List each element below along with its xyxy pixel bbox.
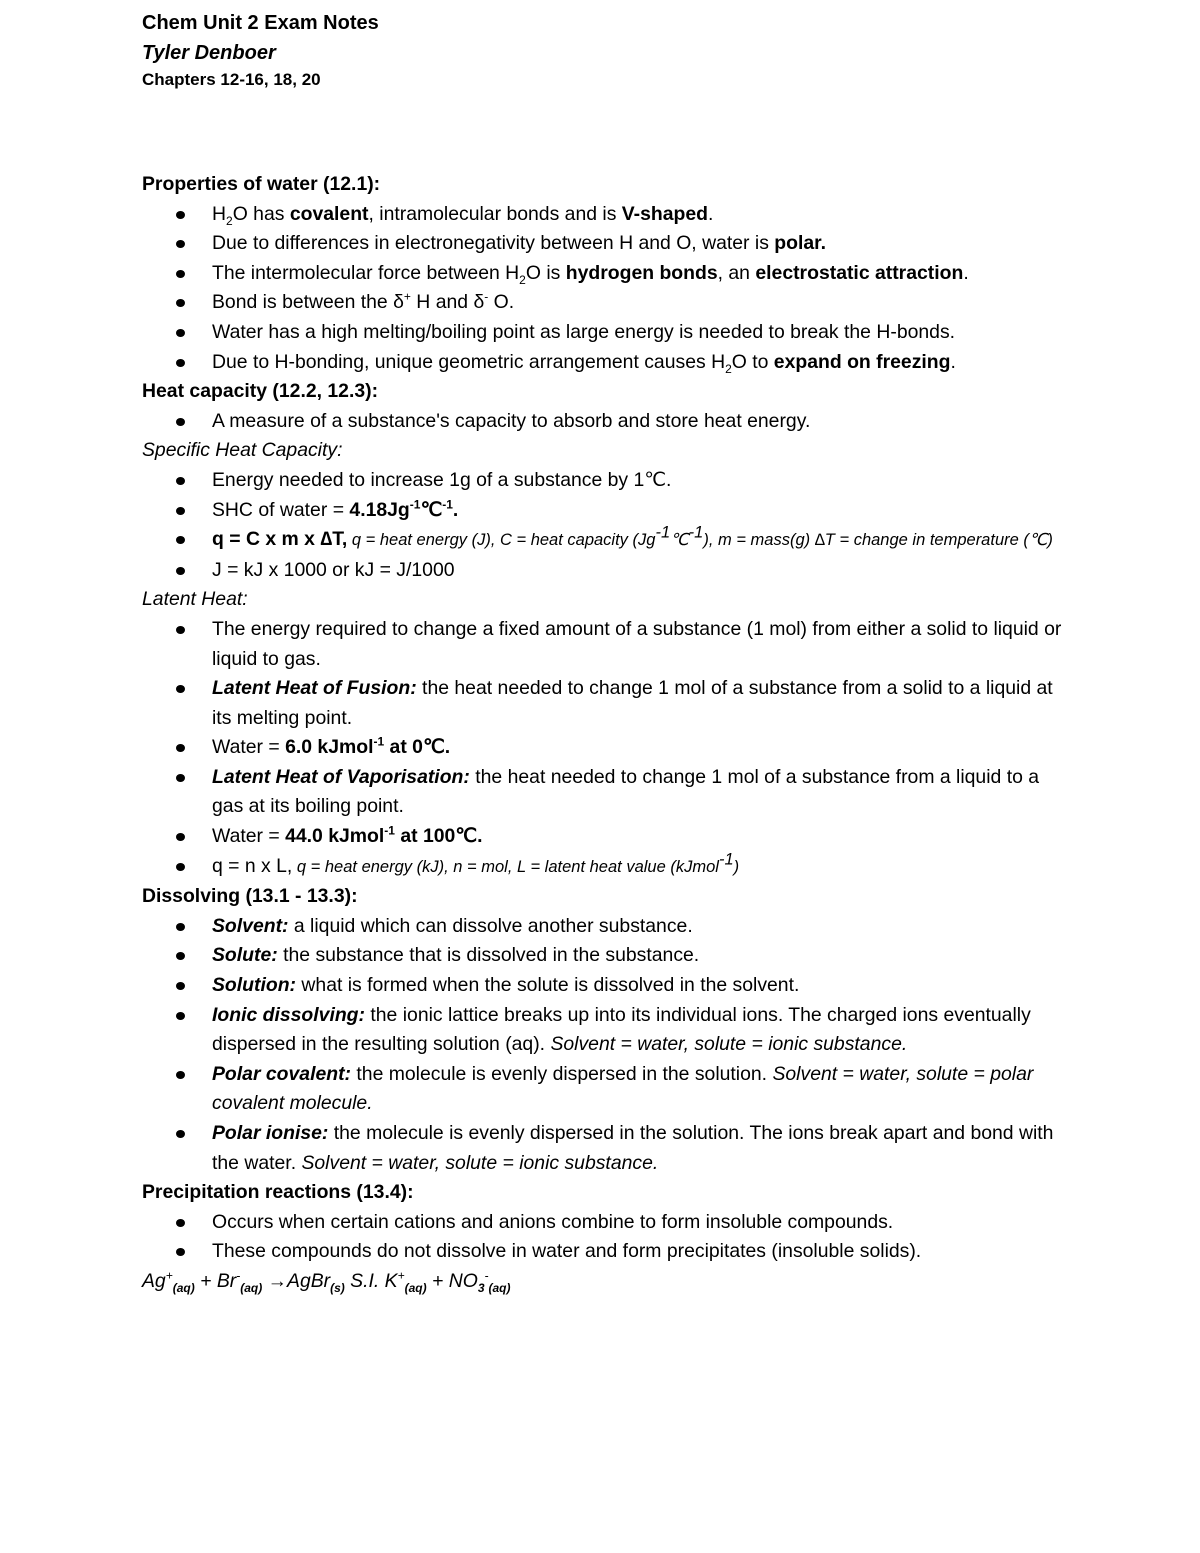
delta-icon: ∆ bbox=[320, 528, 333, 551]
shc-list bbox=[142, 466, 1072, 585]
water-list bbox=[142, 200, 1072, 378]
list-item: Solution: what is formed when the solute is dissolved in the solvent. bbox=[142, 971, 1072, 1001]
list-item: Energy needed to increase 1g of a substance by 1℃. bbox=[142, 466, 1072, 496]
bullet-icon bbox=[176, 982, 185, 990]
list-item: Due to H-bonding, unique geometric arrangement causes $H_2O$ to expand on freezing. bbox=[142, 348, 1072, 378]
bullet-icon bbox=[176, 536, 185, 544]
section-heading-heat: Heat capacity (12.2, 12.3): bbox=[142, 380, 379, 403]
latent-list bbox=[142, 615, 1072, 882]
document-title: Chem Unit 2 Exam Notes bbox=[142, 12, 379, 34]
dissolving-list bbox=[142, 912, 1072, 1178]
bullet-icon bbox=[176, 211, 185, 219]
subheading-shc: Specific Heat Capacity: bbox=[142, 439, 343, 462]
list-item: The energy required to change a fixed amount of a substance (1 mol) from either a solid to liquid or liquid to gas. bbox=[142, 615, 1072, 674]
bullet-icon bbox=[176, 863, 185, 871]
bullet-icon bbox=[176, 774, 185, 782]
list-item: Water has a high melting/boiling point as large energy is needed to break the H-bonds. bbox=[142, 318, 1072, 348]
bullet-icon bbox=[176, 1248, 185, 1256]
list-item: Polar covalent: the molecule is evenly dispersed in the solution. Solvent = water, solute = polar covalent molecule. bbox=[142, 1060, 1072, 1119]
bullet-icon bbox=[176, 329, 185, 337]
list-item: Water = 6.0 kJmol$^{-1}$ at 0℃. bbox=[142, 733, 1072, 763]
bullet-icon bbox=[176, 1071, 185, 1079]
list-item: SHC of water = $4.18Jg^{-1}℃^{-1}$. bbox=[142, 496, 1072, 526]
bullet-icon bbox=[176, 626, 185, 634]
notes-body bbox=[142, 170, 1072, 1297]
bullet-icon bbox=[176, 1219, 185, 1227]
list-item: $H_2O$ has covalent, intramolecular bonds and is V-shaped. bbox=[142, 200, 1072, 230]
list-item: q = n x L, q = heat energy (kJ), n = mol, L = latent heat value (kJmol$^{-1}$) bbox=[142, 852, 1072, 883]
heat-list bbox=[142, 407, 1072, 437]
bullet-icon bbox=[176, 1130, 185, 1138]
bullet-icon bbox=[176, 685, 185, 693]
chemical-equation: $Ag^+_{(aq)} + Br^-_{(aq)}$ →AgBr$_{(s)}$ S.I. $K^+_{(aq)} + NO_3^-_{(aq)}$ bbox=[142, 1268, 511, 1295]
list-item: These compounds do not dissolve in water and form precipitates (insoluble solids). bbox=[142, 1237, 1072, 1267]
bullet-icon bbox=[176, 418, 185, 426]
list-item: Due to differences in electronegativity between H and O, water is polar. bbox=[142, 229, 1072, 259]
subheading-latent: Latent Heat: bbox=[142, 588, 248, 611]
section-heading-precipitation: Precipitation reactions (13.4): bbox=[142, 1181, 414, 1204]
list-item: Solvent: a liquid which can dissolve another substance. bbox=[142, 912, 1072, 942]
bullet-icon bbox=[176, 507, 185, 515]
precipitation-list bbox=[142, 1208, 1072, 1267]
list-item: Ionic dissolving: the ionic lattice breaks up into its individual ions. The charged ions eventually dispersed in the resulting solution (aq). Solvent = water, solute = ionic substance. bbox=[142, 1001, 1072, 1060]
list-item: Solute: the substance that is dissolved in the substance. bbox=[142, 941, 1072, 971]
bullet-icon bbox=[176, 270, 185, 278]
bullet-icon bbox=[176, 1012, 185, 1020]
bullet-icon bbox=[176, 744, 185, 752]
bullet-icon bbox=[176, 567, 185, 575]
bullet-icon bbox=[176, 359, 185, 367]
list-item: Latent Heat of Fusion: the heat needed to change 1 mol of a substance from a solid to a liquid at its melting point. bbox=[142, 674, 1072, 733]
section-heading-water: Properties of water (12.1): bbox=[142, 173, 381, 195]
list-item: Water = 44.0 kJmol$^{-1}$ at 100℃. bbox=[142, 822, 1072, 852]
bullet-icon bbox=[176, 833, 185, 841]
list-item: J = kJ x 1000 or kJ = J/1000 bbox=[142, 556, 1072, 586]
bullet-icon bbox=[176, 952, 185, 960]
bullet-icon bbox=[176, 477, 185, 485]
list-item: Occurs when certain cations and anions combine to form insoluble compounds. bbox=[142, 1208, 1072, 1238]
author-name: Tyler Denboer bbox=[142, 42, 276, 64]
list-item: Bond is between the δ+ H and δ- O. bbox=[142, 288, 1072, 318]
list-item: q = C x m x ∆T, q = heat energy (J), C = heat capacity $(Jg^{-1}℃^{-1})$, m = mass(g) ∆T = change in temperature (℃) bbox=[142, 525, 1072, 556]
bullet-icon bbox=[176, 240, 185, 248]
list-item: A measure of a substance's capacity to absorb and store heat energy. bbox=[142, 407, 1072, 437]
section-heading-dissolving: Dissolving (13.1 - 13.3): bbox=[142, 885, 358, 908]
bullet-icon bbox=[176, 923, 185, 931]
chapters-line: Chapters 12-16, 18, 20 bbox=[142, 70, 321, 89]
bullet-icon bbox=[176, 299, 185, 307]
list-item: Latent Heat of Vaporisation: the heat needed to change 1 mol of a substance from a liquid to a gas at its boiling point. bbox=[142, 763, 1072, 822]
list-item: Polar ionise: the molecule is evenly dispersed in the solution. The ions break apart and bond with the water. Solvent = water, solute = ionic substance. bbox=[142, 1119, 1072, 1178]
list-item: The intermolecular force between $H_2O$ is hydrogen bonds, an electrostatic attraction. bbox=[142, 259, 1072, 289]
